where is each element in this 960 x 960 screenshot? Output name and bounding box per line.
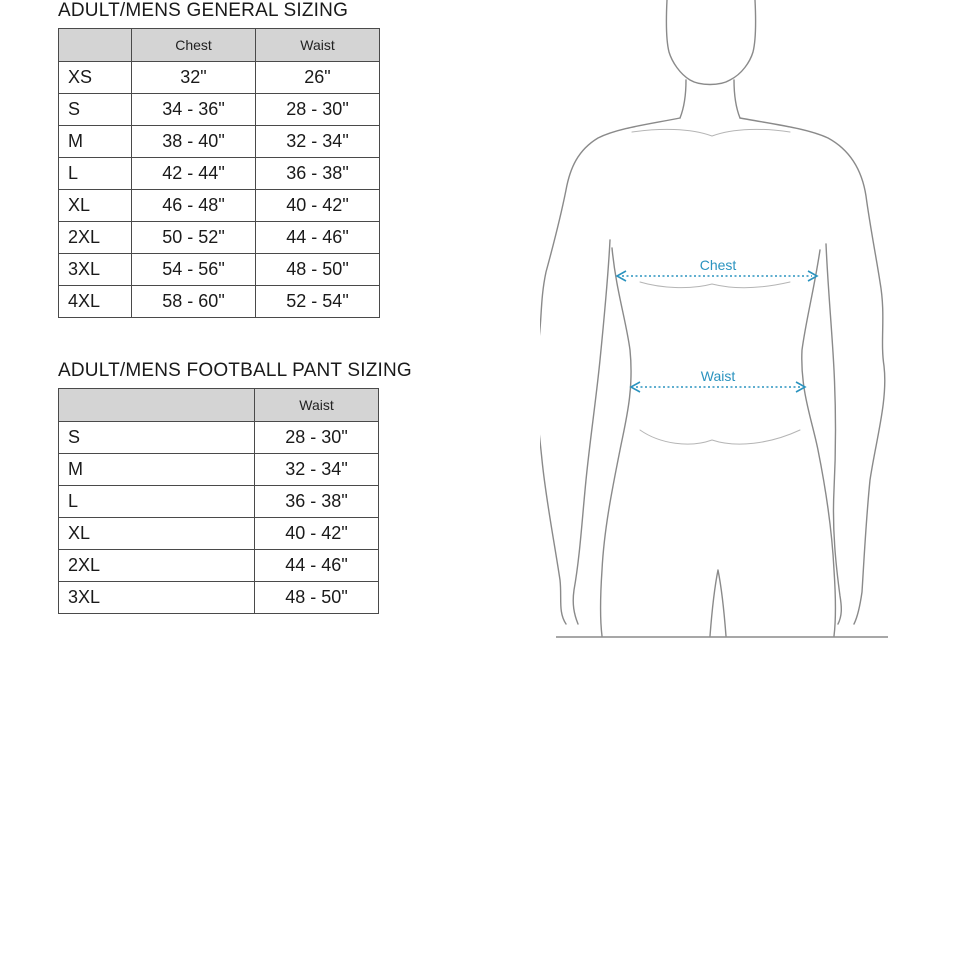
size-cell: S	[59, 94, 132, 126]
chest-cell: 42 - 44"	[132, 158, 256, 190]
size-cell: XL	[59, 518, 255, 550]
table-row	[59, 454, 379, 486]
general-sizing-title: ADULT/MENS GENERAL SIZING	[58, 0, 349, 21]
right-arm-outline	[740, 118, 885, 624]
chest-label: Chest	[699, 257, 737, 273]
header-waist-cell: Waist	[255, 389, 379, 422]
waist-cell: 32 - 34"	[255, 454, 379, 486]
waist-cell: 48 - 50"	[255, 582, 379, 614]
general-sizing-table	[58, 28, 380, 318]
table-row	[59, 158, 380, 190]
table-row	[59, 94, 380, 126]
chest-cell: 46 - 48"	[132, 190, 256, 222]
header-size-cell	[59, 389, 255, 422]
abdomen-detail	[640, 430, 800, 444]
waist-cell: 26"	[256, 62, 380, 94]
waist-cell: 28 - 30"	[256, 94, 380, 126]
waist-cell: 48 - 50"	[256, 254, 380, 286]
waist-cell: 32 - 34"	[256, 126, 380, 158]
size-cell: XL	[59, 190, 132, 222]
size-cell: 2XL	[59, 222, 132, 254]
waist-arrow-left-icon	[631, 382, 640, 392]
waist-cell: 36 - 38"	[256, 158, 380, 190]
table-row	[59, 518, 379, 550]
size-cell: XS	[59, 62, 132, 94]
left-arm-outline	[540, 118, 680, 624]
size-cell: L	[59, 158, 132, 190]
pant-sizing-table	[58, 388, 379, 614]
chest-cell: 50 - 52"	[132, 222, 256, 254]
waist-cell: 52 - 54"	[256, 286, 380, 318]
table-row	[59, 254, 380, 286]
table-row	[59, 286, 380, 318]
header-waist-cell: Waist	[256, 29, 380, 62]
table-row	[59, 550, 379, 582]
left-inner-arm-outline	[573, 240, 610, 624]
chest-cell: 34 - 36"	[132, 94, 256, 126]
size-cell: 3XL	[59, 254, 132, 286]
table-row	[59, 222, 380, 254]
size-cell: 4XL	[59, 286, 132, 318]
chest-arrow-left-icon	[617, 271, 626, 281]
waist-measure	[631, 368, 805, 392]
table-row	[59, 582, 379, 614]
waist-cell: 44 - 46"	[255, 550, 379, 582]
size-cell: M	[59, 454, 255, 486]
size-cell: 2XL	[59, 550, 255, 582]
size-cell: L	[59, 486, 255, 518]
pant-sizing-title: ADULT/MENS FOOTBALL PANT SIZING	[58, 360, 412, 381]
neck-outline	[680, 80, 740, 118]
body-measurement-figure	[540, 0, 920, 660]
waist-label: Waist	[700, 368, 736, 384]
table-header-row	[59, 389, 379, 422]
table-header-row	[59, 29, 380, 62]
waist-cell: 40 - 42"	[256, 190, 380, 222]
chest-cell: 54 - 56"	[132, 254, 256, 286]
waist-cell: 28 - 30"	[255, 422, 379, 454]
size-cell: M	[59, 126, 132, 158]
chest-cell: 58 - 60"	[132, 286, 256, 318]
size-cell: 3XL	[59, 582, 255, 614]
waist-cell: 44 - 46"	[256, 222, 380, 254]
header-chest-cell: Chest	[132, 29, 256, 62]
table-row	[59, 62, 380, 94]
table-row	[59, 126, 380, 158]
table-row	[59, 422, 379, 454]
header-size-cell	[59, 29, 132, 62]
size-cell: S	[59, 422, 255, 454]
chest-cell: 32"	[132, 62, 256, 94]
table-row	[59, 190, 380, 222]
table-row	[59, 486, 379, 518]
waist-cell: 40 - 42"	[255, 518, 379, 550]
chest-cell: 38 - 40"	[132, 126, 256, 158]
chest-measure	[617, 257, 817, 281]
body-outline	[540, 0, 885, 636]
head-outline	[666, 0, 755, 85]
inseam-outline	[710, 570, 726, 636]
waist-cell: 36 - 38"	[255, 486, 379, 518]
